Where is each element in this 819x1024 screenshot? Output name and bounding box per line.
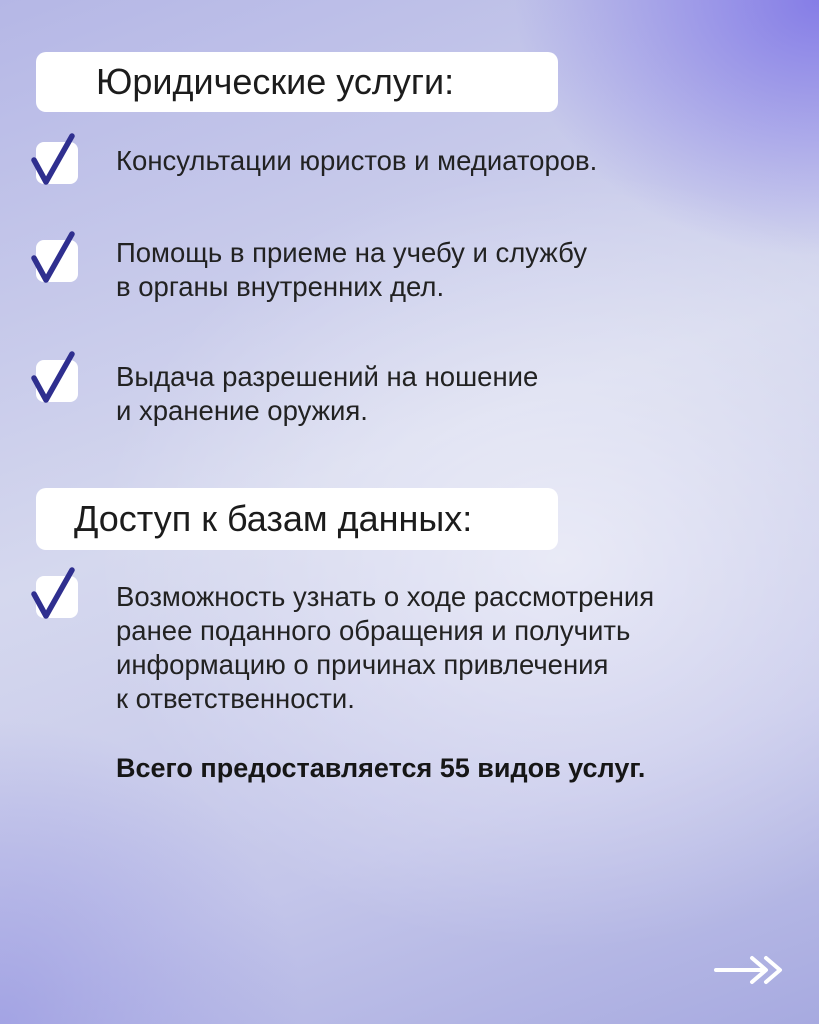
item-text-line: Возможность узнать о ходе рассмотрения (116, 581, 655, 612)
item-text-line: Консультации юристов и медиаторов. (116, 145, 598, 176)
item-text-line: ранее поданного обращения и получить (116, 615, 631, 646)
check-icon (32, 230, 84, 288)
section-heading-text: Юридические услуги: (96, 61, 455, 102)
item-text-line: в органы внутренних дел. (116, 271, 445, 302)
section-heading-text: Доступ к базам данных: (74, 498, 473, 539)
services-total-text: Всего предоставляется 55 видов услуг. (116, 753, 646, 783)
double-arrow-right-icon[interactable] (714, 952, 786, 988)
section-heading-legal-services (36, 52, 558, 112)
check-icon (32, 566, 84, 624)
item-text-line: к ответственности. (116, 683, 355, 714)
item-text-line: информацию о причинах привлечения (116, 649, 609, 680)
check-icon (32, 132, 84, 190)
check-icon (32, 350, 84, 408)
item-text-line: и хранение оружия. (116, 395, 368, 426)
section-heading-database-access (36, 488, 558, 550)
item-text-line: Выдача разрешений на ношение (116, 361, 539, 392)
item-text-line: Помощь в приеме на учебу и службу (116, 237, 587, 268)
